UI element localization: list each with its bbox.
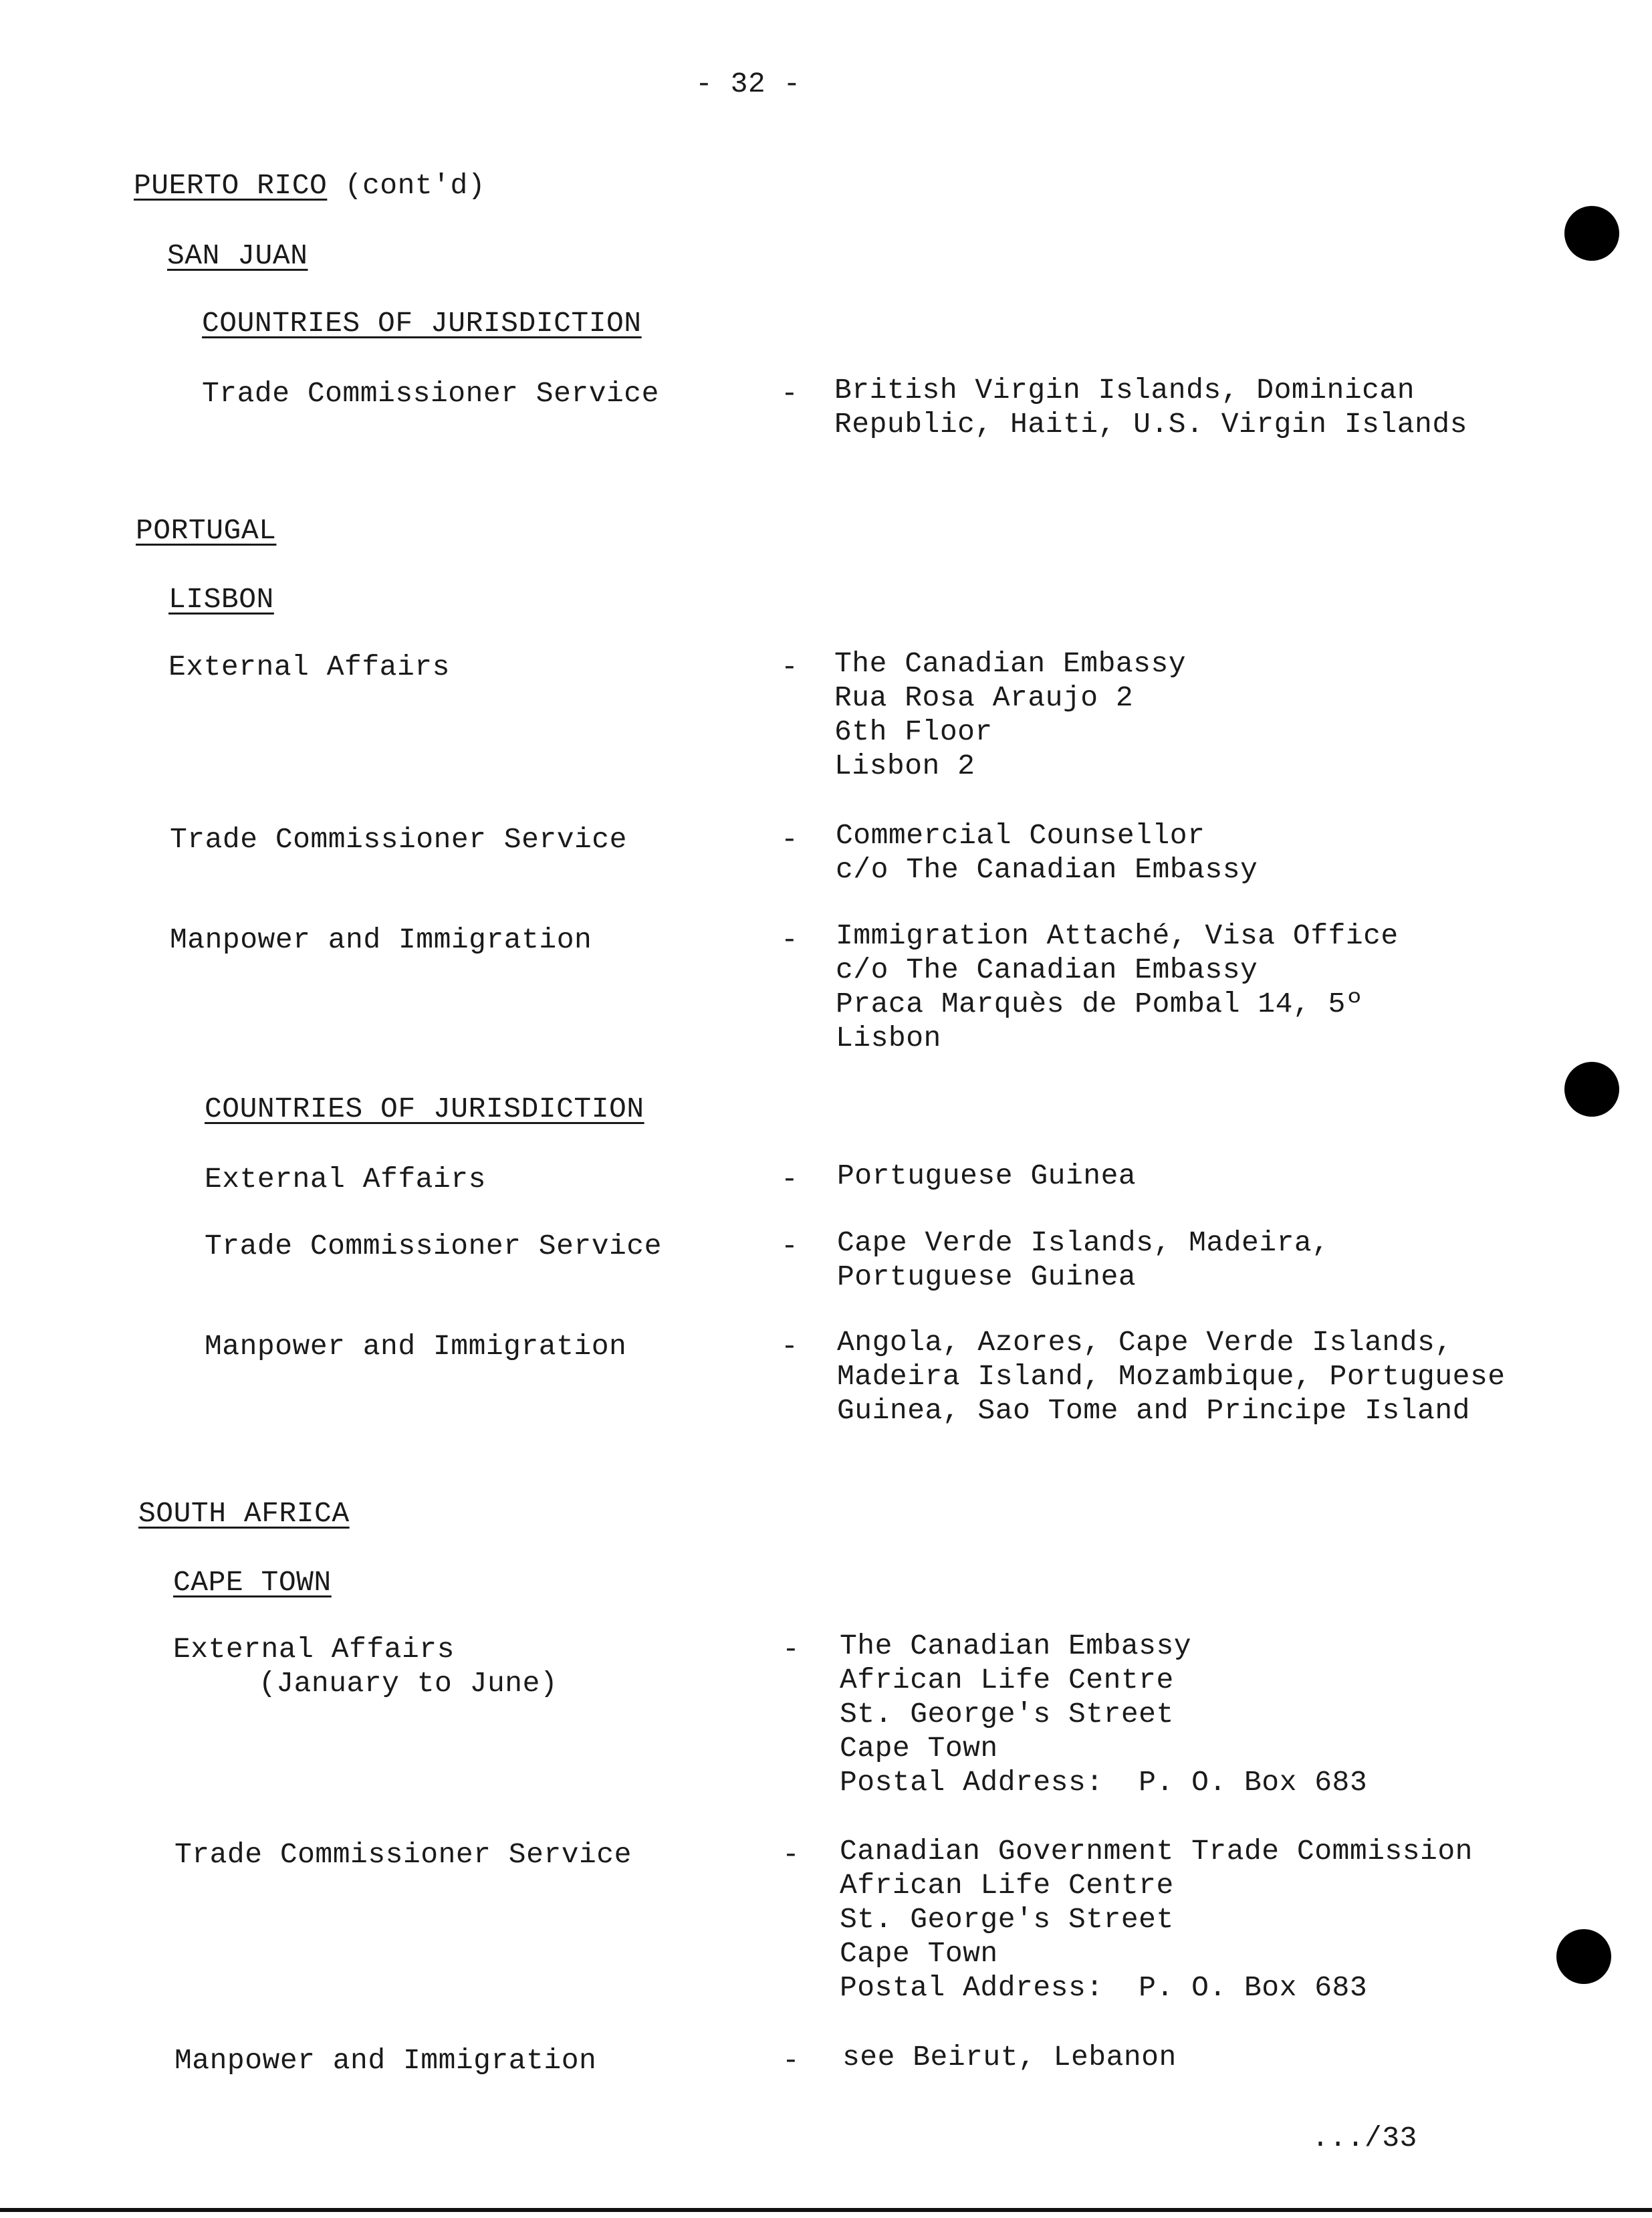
city-heading-cape-town: CAPE TOWN <box>173 1566 332 1599</box>
address-line: Lisbon <box>836 1022 941 1055</box>
city-heading-lisbon: LISBON <box>168 583 274 616</box>
heading-text: PUERTO RICO <box>134 169 328 202</box>
address-line: The Canadian Embassy <box>840 1630 1192 1662</box>
address-line: Immigration Attaché, Visa Office <box>836 919 1399 952</box>
city-heading-san-juan: SAN JUAN <box>167 239 308 272</box>
jurisdiction-label: Manpower and Immigration <box>205 1330 627 1363</box>
jurisdiction-line: Guinea, Sao Tome and Principe Island <box>837 1394 1470 1427</box>
address-line: 6th Floor <box>834 715 993 748</box>
office-label: Manpower and Immigration <box>170 923 592 956</box>
continuation-marker: .../33 <box>1312 2122 1417 2154</box>
jurisdiction-line: Portuguese Guinea <box>837 1260 1137 1293</box>
office-sublabel: (January to June) <box>259 1667 558 1700</box>
jurisdiction-line: Angola, Azores, Cape Verde Islands, <box>837 1326 1453 1359</box>
address-line: Cape Town <box>840 1937 998 1970</box>
entry-line: Republic, Haiti, U.S. Virgin Islands <box>834 408 1467 441</box>
address-line: c/o The Canadian Embassy <box>836 954 1258 986</box>
office-label: Trade Commissioner Service <box>170 823 627 856</box>
address-line: Postal Address: P. O. Box 683 <box>840 1766 1368 1799</box>
punch-hole-top <box>1564 206 1619 261</box>
punch-hole-bottom <box>1556 1929 1611 1984</box>
entry-label: Trade Commissioner Service <box>202 377 659 410</box>
entry-dash: - <box>781 377 798 410</box>
address-line: Rua Rosa Araujo 2 <box>834 681 1134 714</box>
entry-dash: - <box>781 923 798 956</box>
jurisdiction-line: Madeira Island, Mozambique, Portuguese <box>837 1360 1506 1393</box>
address-line: Postal Address: P. O. Box 683 <box>840 1971 1368 2004</box>
office-label: Manpower and Immigration <box>174 2044 597 2077</box>
address-line: Praca Marquès de Pombal 14, 5º <box>836 988 1364 1020</box>
address-line: Commercial Counsellor <box>836 819 1205 852</box>
address-line: St. George's Street <box>840 1903 1174 1936</box>
office-label: External Affairs <box>168 651 450 683</box>
entry-dash: - <box>781 1330 798 1363</box>
jurisdiction-label: Trade Commissioner Service <box>205 1230 662 1262</box>
address-line: c/o The Canadian Embassy <box>836 853 1258 886</box>
address-line: Canadian Government Trade Commission <box>840 1835 1473 1868</box>
entry-dash: - <box>781 823 798 856</box>
address-line: African Life Centre <box>840 1869 1174 1902</box>
section-heading-portugal: PORTUGAL <box>136 514 277 547</box>
entry-dash: - <box>781 1230 798 1262</box>
address-line: see Beirut, Lebanon <box>842 2041 1177 2074</box>
jurisdiction-heading-san-juan: COUNTRIES OF JURISDICTION <box>202 307 642 340</box>
entry-dash: - <box>782 2044 800 2077</box>
entry-dash: - <box>781 651 798 683</box>
office-label: Trade Commissioner Service <box>174 1838 632 1871</box>
jurisdiction-heading-lisbon: COUNTRIES OF JURISDICTION <box>205 1093 644 1125</box>
address-line: Lisbon 2 <box>834 750 975 782</box>
heading-suffix: (cont'd) <box>327 169 486 202</box>
page-bottom-edge <box>0 2208 1652 2212</box>
section-heading-south-africa: SOUTH AFRICA <box>138 1497 350 1530</box>
address-line: Cape Town <box>840 1732 998 1765</box>
entry-dash: - <box>782 1838 800 1871</box>
entry-dash: - <box>782 1633 800 1666</box>
jurisdiction-line: Portuguese Guinea <box>837 1159 1137 1192</box>
entry-line: British Virgin Islands, Dominican <box>834 374 1415 407</box>
address-line: St. George's Street <box>840 1698 1174 1731</box>
page-number: - 32 - <box>695 68 801 100</box>
address-line: The Canadian Embassy <box>834 647 1187 680</box>
section-heading-puerto-rico <box>134 169 485 203</box>
jurisdiction-label: External Affairs <box>205 1163 486 1196</box>
address-line: African Life Centre <box>840 1664 1174 1696</box>
entry-dash: - <box>781 1163 798 1196</box>
jurisdiction-line: Cape Verde Islands, Madeira, <box>837 1226 1330 1259</box>
office-label: External Affairs <box>173 1633 455 1666</box>
punch-hole-middle <box>1564 1062 1619 1117</box>
